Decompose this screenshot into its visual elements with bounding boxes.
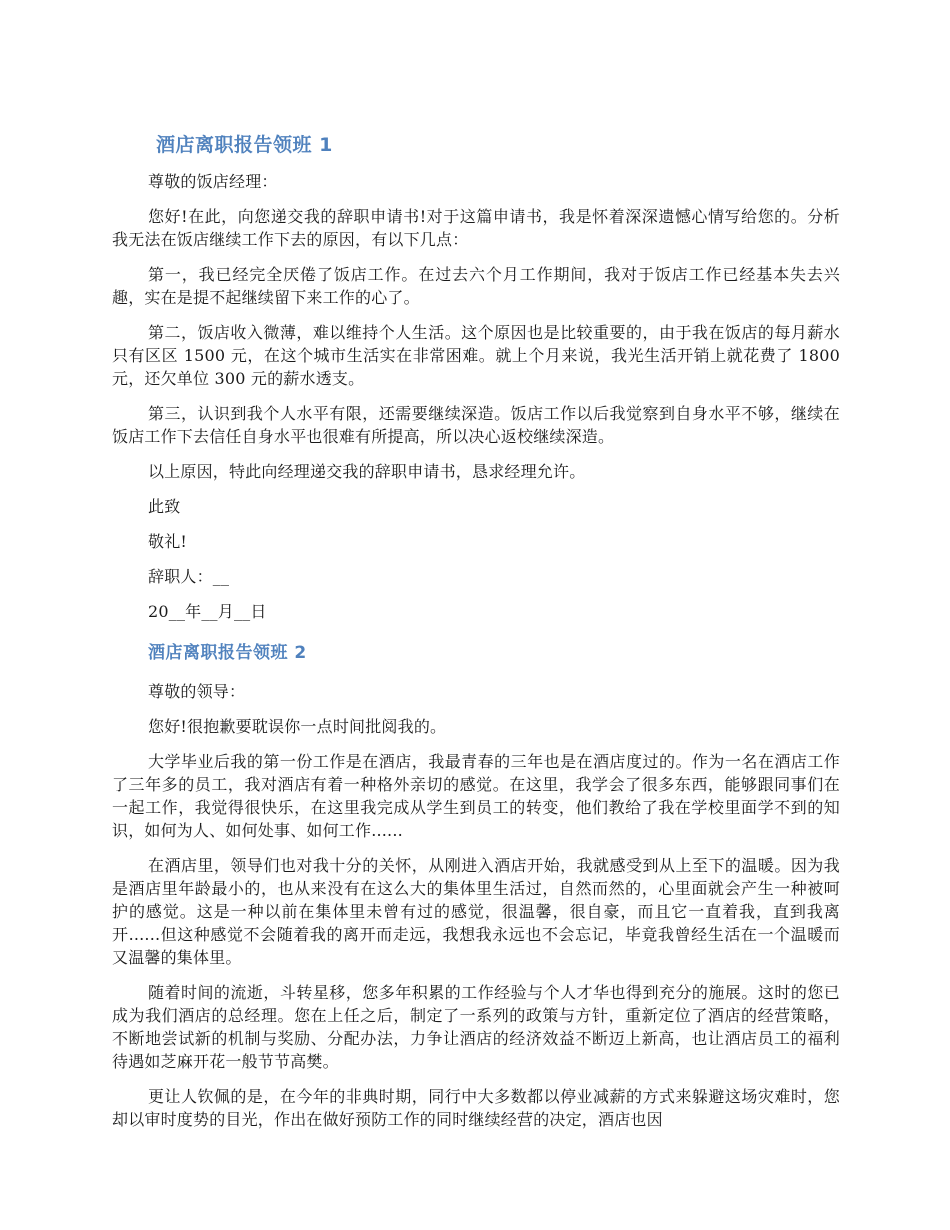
section-2-body <box>112 680 840 1131</box>
section-2-title: 酒店离职报告领班 2 <box>148 643 307 663</box>
paragraph: 以上原因，特此向经理递交我的辞职申请书，恳求经理允许。 <box>148 462 586 481</box>
paragraph: 大学毕业后我的第一份工作是在酒店，我最青春的三年也是在酒店度过的。作为一名在酒店工作了三年多的员工，我对酒店有着一种格外亲切的感觉。在这里，我学会了很多东西，能够跟同事们在一起工作，我觉得很快乐，在这里我完成从学生到员工的转变，他们教给了我在学校里面学不到的知识，如何为人、如何处事、如何工作...... <box>112 752 840 840</box>
paragraph: 第一，我已经完全厌倦了饭店工作。在过去六个月工作期间，我对于饭店工作已经基本失去兴趣，实在是提不起继续留下来工作的心了。 <box>112 265 840 307</box>
closing-salute: 敬礼! <box>148 532 188 551</box>
signature-line: 辞职人：__ <box>148 567 230 586</box>
paragraph: 第三，认识到我个人水平有限，还需要继续深造。饭店工作以后我觉察到自身水平不够，继续在饭店工作下去信任自身水平也很难有所提高，所以决心返校继续深造。 <box>112 404 840 446</box>
section-1-title: 酒店离职报告领班 1 <box>156 134 333 156</box>
paragraph: 您好!在此，向您递交我的辞职申请书!对于这篇申请书，我是怀着深深遗憾心情写给您的。分析我无法在饭店继续工作下去的原因，有以下几点： <box>112 207 840 249</box>
paragraph: 随着时间的流逝，斗转星移，您多年积累的工作经验与个人才华也得到充分的施展。这时的您已成为我们酒店的总经理。您在上任之后，制定了一系列的政策与方针，重新定位了酒店的经营策略，不断地尝试新的机制与奖励、分配办法，力争让酒店的经济效益不断迈上新高，也让酒店员工的福利待遇如芝麻开花一般节节高樊。 <box>112 983 840 1071</box>
section-1-body <box>112 170 840 623</box>
paragraph: 在酒店里，领导们也对我十分的关怀，从刚进入酒店开始，我就感受到从上至下的温暖。因为我是酒店里年龄最小的，也从来没有在这么大的集体里生活过，自然而然的，心里面就会产生一种被呵护的感觉。这是一种以前在集体里未曾有过的感觉，很温馨，很自豪，而且它一直着我，直到我离开......但这种感觉不会随着我的离开而走远，我想我永远也不会忘记，毕竟我曾经生活在一个温暖而又温馨的集体里。 <box>112 856 840 967</box>
paragraph: 第二，饭店收入微薄，难以维持个人生活。这个原因也是比较重要的，由于我在饭店的每月薪水只有区区 1500 元，在这个城市生活实在非常困难。就上个月来说，我光生活开销上就花费了 1800 元，还欠单位 300 元的薪水透支。 <box>112 323 840 388</box>
paragraph: 更让人钦佩的是，在今年的非典时期，同行中大多数都以停业减薪的方式来躲避这场灾难时，您却以审时度势的目光，作出在做好预防工作的同时继续经营的决定，酒店也因 <box>112 1087 840 1129</box>
salutation: 尊敬的饭店经理： <box>148 172 278 191</box>
paragraph: 您好!很抱歉要耽误你一点时间批阅我的。 <box>148 717 447 736</box>
date-line: 20__年__月__日 <box>148 602 267 621</box>
salutation: 尊敬的领导： <box>148 682 246 701</box>
closing-line: 此致 <box>148 497 181 516</box>
